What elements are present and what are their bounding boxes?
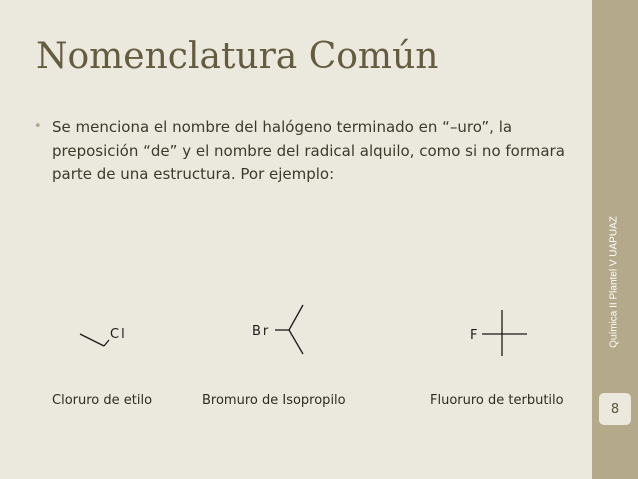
bond-line <box>289 305 303 330</box>
isopropyl-bromide-structure <box>275 305 303 354</box>
terbutyl-fluoride-structure <box>482 310 527 356</box>
bond-line <box>104 340 109 346</box>
sidebar-label <box>594 215 634 349</box>
body-paragraph: Se menciona el nombre del halógeno terminado en “–uro”, la preposición “de” y el nombre del radical alquilo, como si no formara parte de una estructura. Por ejemplo: <box>52 118 565 183</box>
page-number-badge <box>597 391 633 427</box>
bond-line <box>80 334 104 346</box>
slide-title: Nomenclatura Común <box>36 36 439 77</box>
page-number: 8 <box>610 401 620 417</box>
caption-terbutyl-fluoride: Fluoruro de terbutilo <box>430 393 564 408</box>
caption-ethyl-chloride: Cloruro de etilo <box>52 393 153 408</box>
bromine-label: Br <box>252 324 271 339</box>
sidebar-label-text: Química II Plantel V UAPUAZ <box>608 216 620 348</box>
fluorine-label: F <box>470 328 478 343</box>
chlorine-label: Cl <box>110 327 127 342</box>
ethyl-chloride-structure <box>80 334 109 346</box>
bullet-icon: • <box>34 119 42 134</box>
bond-line <box>289 330 303 354</box>
caption-isopropyl-bromide: Bromuro de Isopropilo <box>202 393 346 408</box>
